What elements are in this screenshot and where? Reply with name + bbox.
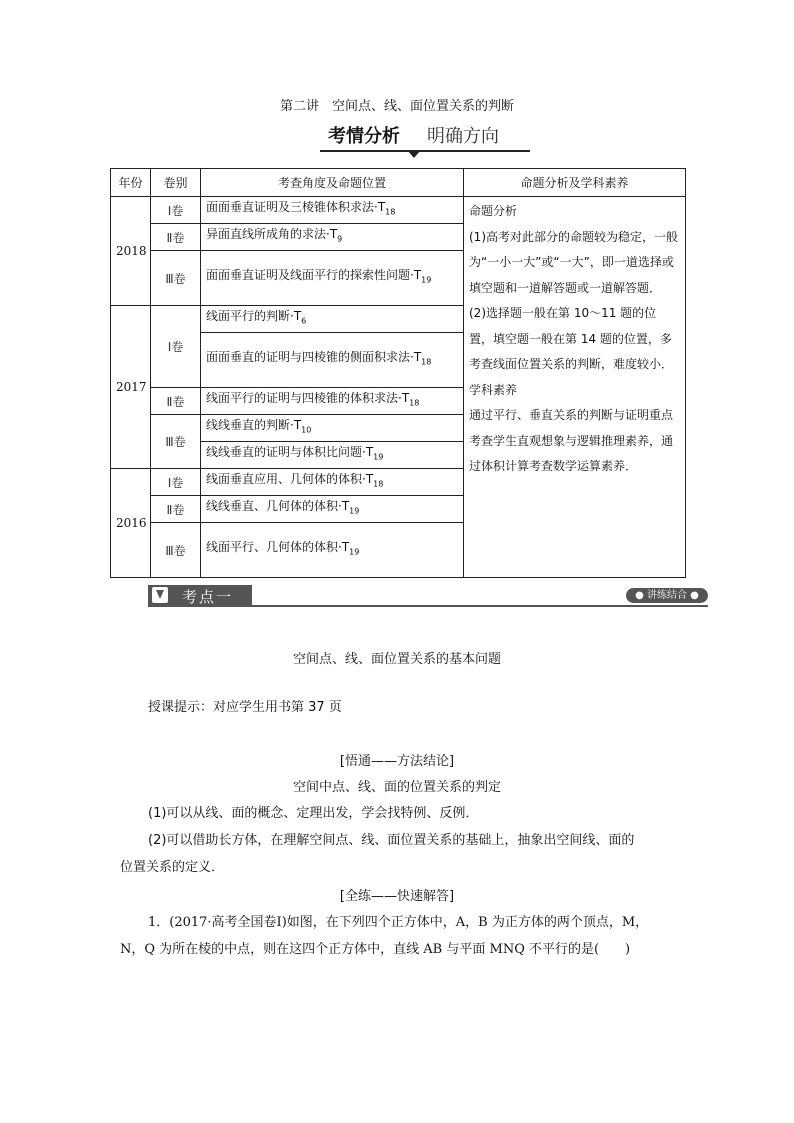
subheading-topic: 空间中点、线、面的位置关系的判定 <box>292 780 501 795</box>
volume-cell: Ⅲ卷 <box>151 251 201 306</box>
hint-text: 授课提示：对应学生用书第 37 页 <box>148 700 342 715</box>
question-1-cont: N，Q 为所在棱的中点，则在这四个正方体中，直线 AB 与平面 MNQ 不平行的是( ) <box>120 942 631 957</box>
topic-cell: 面面垂直证明及三棱锥体积求法$\cdot T_{18}$ <box>201 197 464 224</box>
analysis-p3: 通过平行、垂直关系的判断与证明重点考查学生直观想象与逻辑推理素养，通过体积计算考查数学运算素养． <box>469 408 674 473</box>
topic-cell: 线面平行的判断$\cdot T_6$ <box>201 306 464 333</box>
topic-cell: 线线垂直的证明与体积比问题$\cdot T_{19}$ <box>201 442 464 469</box>
topic-cell: 面面垂直的证明与四棱锥的侧面积求法$\cdot T_{18}$ <box>201 333 464 388</box>
analysis-heading-1: 命题分析 <box>469 204 518 218</box>
header-main: 考情分析 <box>328 126 400 147</box>
topic-cell: 面面垂直证明及线面平行的探索性问题$\cdot T_{19}$ <box>201 251 464 306</box>
subheading-method: [悟通——方法结论] <box>339 754 455 769</box>
exam-analysis-table <box>110 168 686 578</box>
paragraph-2-cont: 位置关系的定义． <box>120 860 225 875</box>
analysis-heading-2: 学科素养 <box>469 382 518 397</box>
kaodian-label: 考点一 <box>182 588 234 606</box>
year-cell: 2017 <box>111 306 151 469</box>
kaodian-bar <box>148 585 708 607</box>
header-pointer-icon <box>407 150 421 158</box>
topic-cell: 线面平行的证明与四棱锥的体积求法$\cdot T_{18}$ <box>201 388 464 415</box>
lecture-title: 第二讲 空间点、线、面位置关系的判断 <box>279 99 514 114</box>
year-cell: 2018 <box>111 197 151 306</box>
topic-cell: 线面平行、几何体的体积$\cdot T_{19}$ <box>201 523 464 578</box>
volume-cell: Ⅰ卷 <box>151 197 201 224</box>
subheading-practice: [全练——快速解答] <box>339 889 455 904</box>
volume-cell: Ⅲ卷 <box>151 415 201 469</box>
analysis-p2: (2)选择题一般在第 10～11 题的位置，填空题一般在第 14 题的位置，多考查线面位置关系的判断，难度较小． <box>469 306 674 371</box>
volume-cell: Ⅲ卷 <box>151 523 201 578</box>
topic-cell: 线面垂直应用、几何体的体积$\cdot T_{18}$ <box>201 469 464 496</box>
col-header-analysis: 命题分析及学科素养 <box>464 169 686 197</box>
kaodian-tab <box>148 585 252 605</box>
table-header-row <box>111 169 686 197</box>
section-header <box>290 122 540 158</box>
paragraph-2: (2)可以借助长方体，在理解空间点、线、面位置关系的基础上，抽象出空间线、面的 <box>148 833 635 848</box>
header-sub: 明确方向 <box>427 126 499 147</box>
kaodian-tag: ● 讲练结合 ● <box>626 588 708 603</box>
question-1: 1．(2017·高考全国卷Ⅰ)如图，在下列四个正方体中，A，B 为正方体的两个顶点，M， <box>148 915 649 930</box>
col-header-volume: 卷别 <box>151 169 201 197</box>
col-header-topic: 考查角度及命题位置 <box>201 169 464 197</box>
section-title: 空间点、线、面位置关系的基本问题 <box>292 652 501 667</box>
topic-cell: 异面直线所成角的求法$\cdot T_9$ <box>201 224 464 251</box>
volume-cell: Ⅰ卷 <box>151 469 201 496</box>
header-underline <box>320 150 530 152</box>
col-header-year: 年份 <box>111 169 151 197</box>
volume-cell: Ⅱ卷 <box>151 224 201 251</box>
paragraph-1: (1)可以从线、面的概念、定理出发，学会找特例、反例． <box>148 806 479 821</box>
analysis-p1: (1)高考对此部分的命题较为稳定，一般为“一小一大”或“一大”，即一道选择或填空题和一道解答题或一道解答题． <box>469 229 678 295</box>
table-row <box>111 197 686 224</box>
arrow-down-icon <box>152 587 168 603</box>
volume-cell: Ⅰ卷 <box>151 306 201 388</box>
volume-cell: Ⅱ卷 <box>151 496 201 523</box>
year-cell: 2016 <box>111 469 151 578</box>
volume-cell: Ⅱ卷 <box>151 388 201 415</box>
analysis-cell <box>464 197 686 578</box>
topic-cell: 线线垂直、几何体的体积$\cdot T_{19}$ <box>201 496 464 523</box>
topic-cell: 线线垂直的判断$\cdot T_{10}$ <box>201 415 464 442</box>
